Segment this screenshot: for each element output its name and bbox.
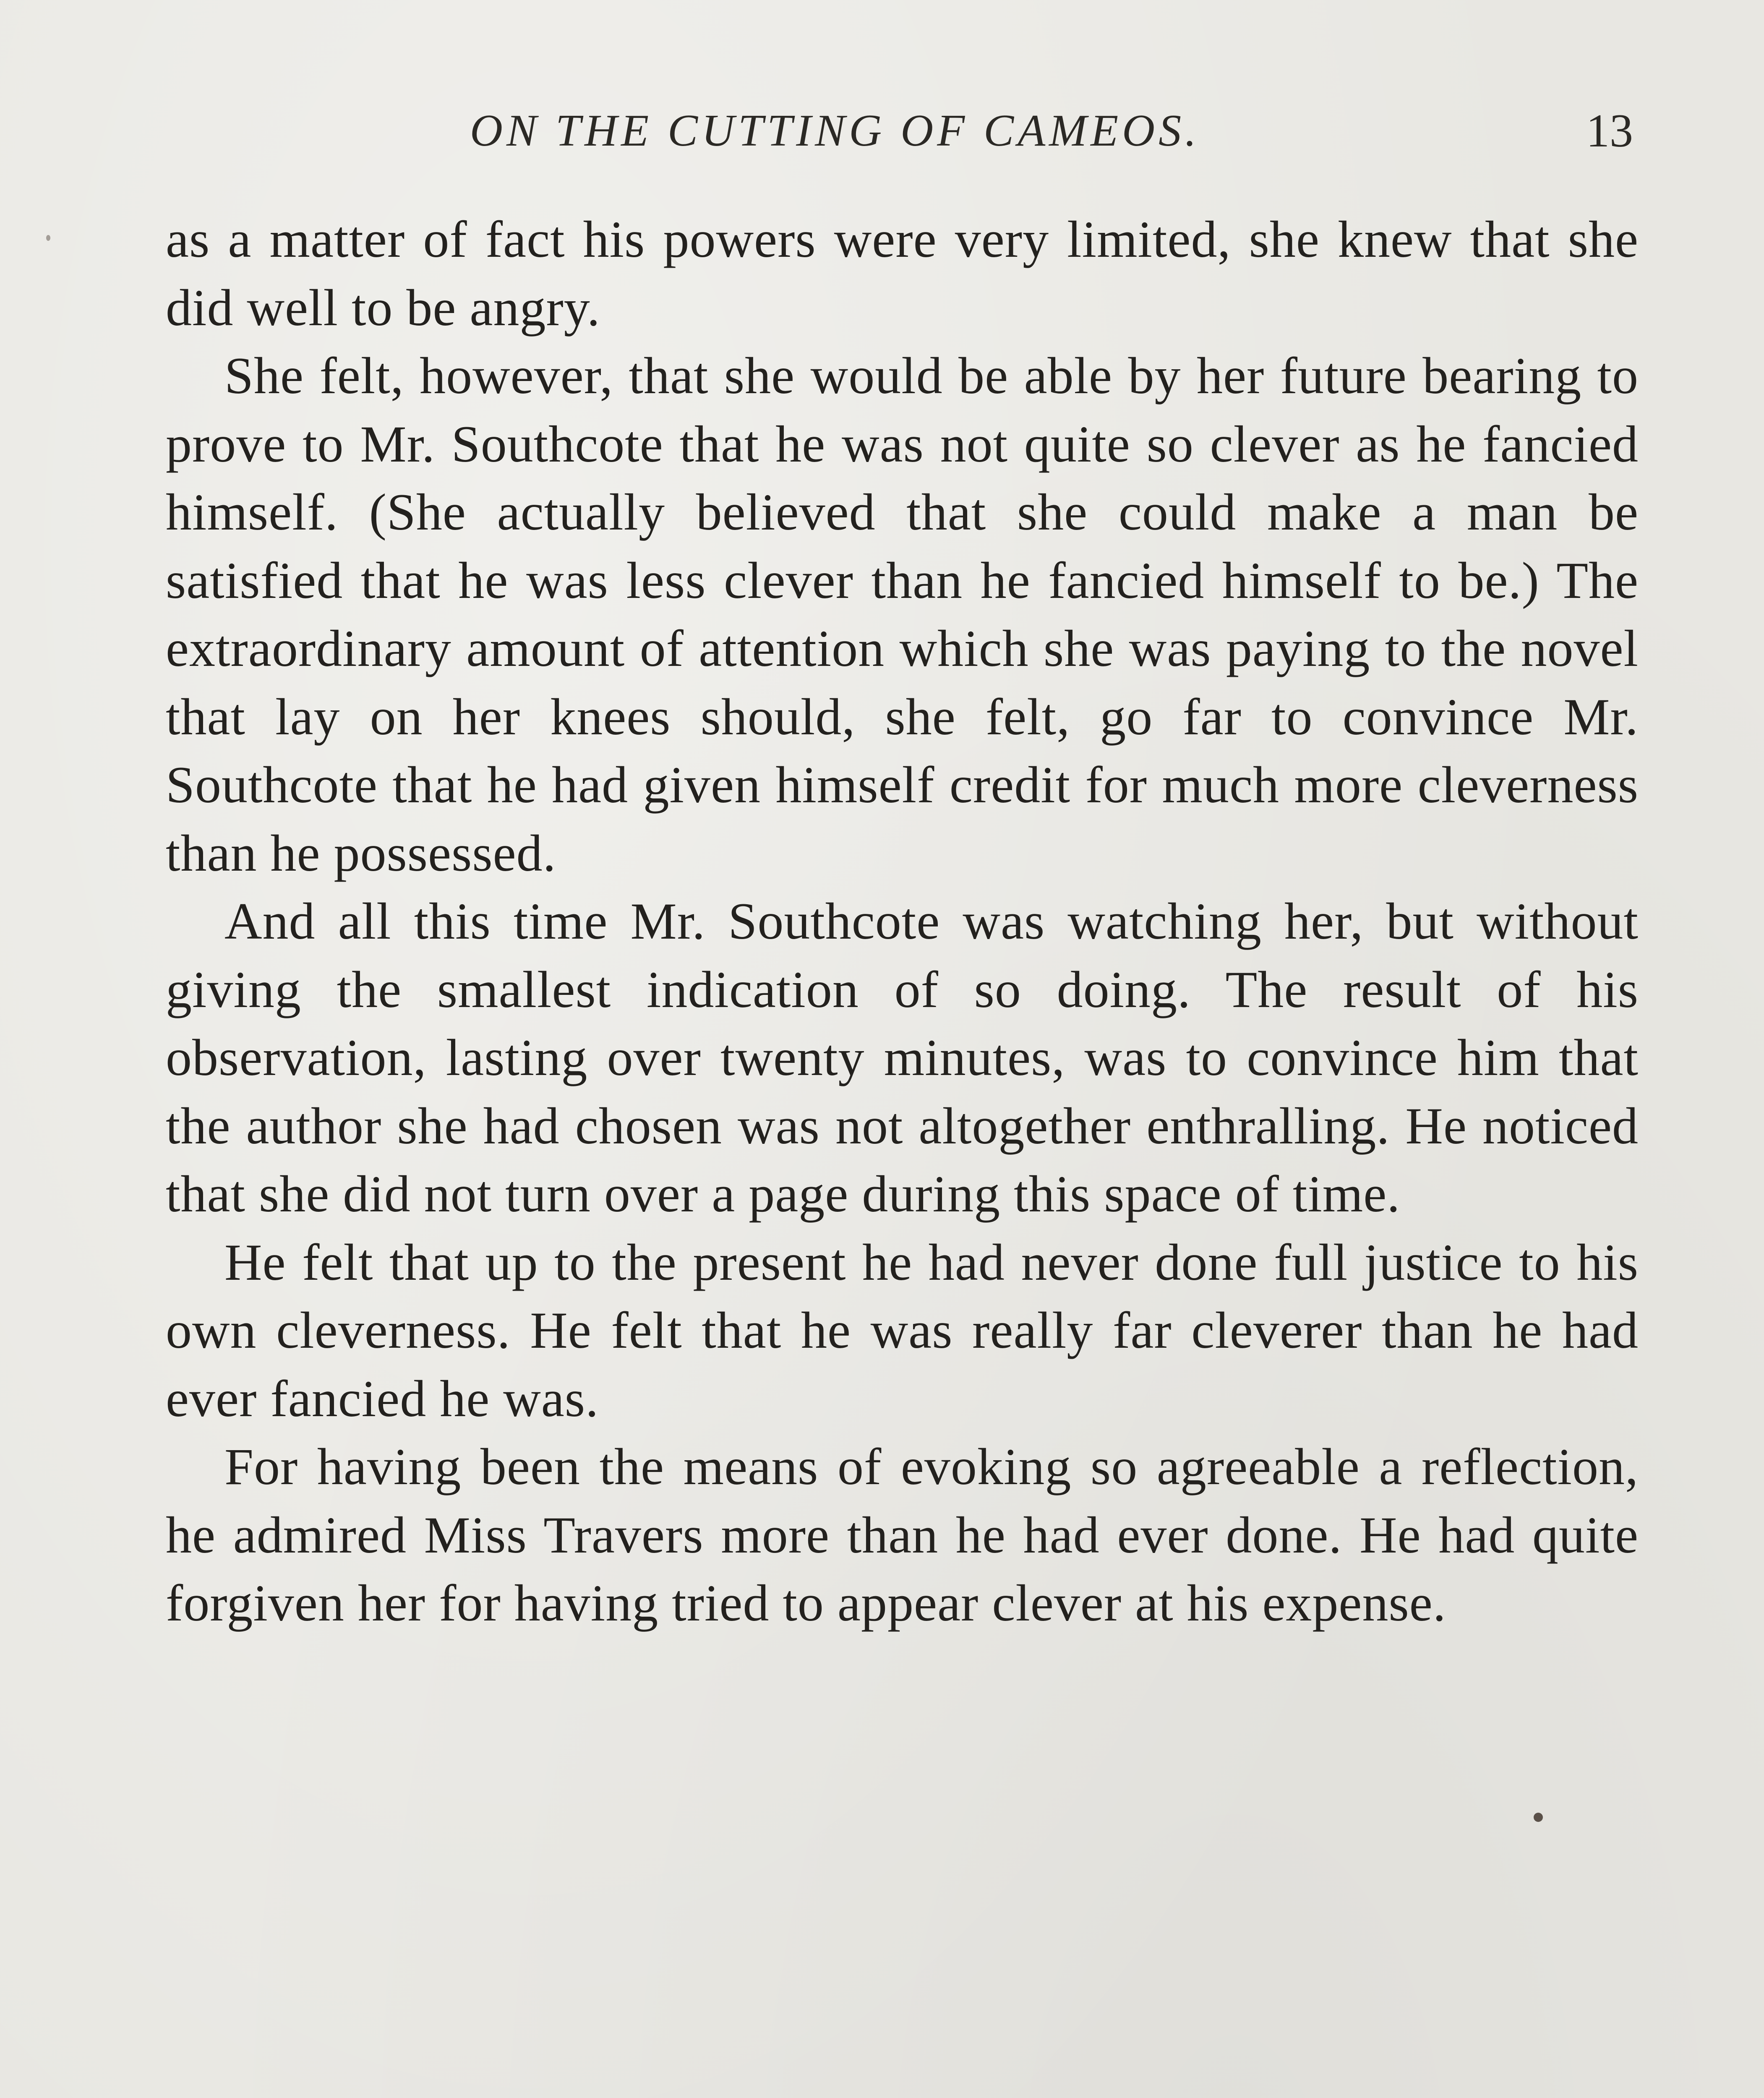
running-title: ON THE CUTTING OF CAMEOS. [470,106,1200,156]
paper-speck [46,235,50,241]
paper-speck [1534,1813,1543,1822]
paragraph-continued: as a matter of fact his powers were very limited, she knew that she did well to be angry. [166,211,1639,337]
body-text [166,206,1639,1638]
paragraph: He felt that up to the present he had never done full justice to his own cleverness. He felt that he was really far cleverer than he had ever fancied he was. [166,1233,1639,1427]
paragraph: She felt, however, that she would be able by her future bearing to prove to Mr. Southcote that he was not quite so clever as he fancied himself. (She actually believed that she could make a man be satisfied that he was less clever than he fancied himself to be.) The extraordinary amount of attention which she was paying to the novel that lay on her knees should, she felt, go far to convince Mr. Southcote that he had given himself credit for much more cleverness than he possessed. [166,347,1639,882]
page-number: 13 [1586,105,1633,157]
paragraph: For having been the means of evoking so agreeable a reflection, he admired Miss Travers more than he had ever done. He had quite forgiven her for having tried to appear clever at his expense. [166,1438,1639,1632]
paragraph: And all this time Mr. Southcote was watching her, but without giving the smallest indication of so doing. The result of his observation, lasting over twenty minutes, was to convince him that the author she had chosen was not altogether enthralling. He noticed that she did not turn over a page during this space of time. [166,892,1639,1223]
